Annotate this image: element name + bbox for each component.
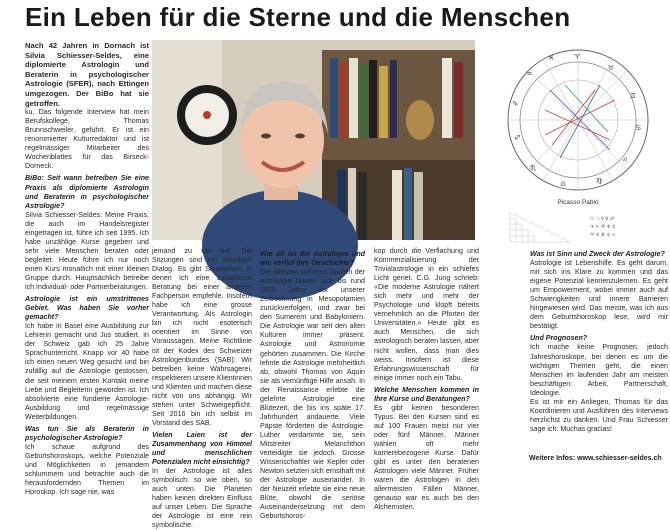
column-3	[260, 247, 365, 521]
svg-text:♈: ♈	[574, 53, 581, 61]
svg-text:♌: ♌	[622, 156, 629, 164]
interview-question: Und Prognosen?	[530, 334, 588, 343]
interview-question: Was tun Sie als Beraterin in psychologischer Astrologie?	[25, 424, 149, 442]
body-paragraph: kop durch die Verflachung und Kommerzialisierung der Trivialastrologie in ein schiefes Licht geriet. C.G. Jung schrieb: «Die moderne Astrologie nähert sich mehr und mehr der Psychologie und klopft bereits vernehmlich an die Pforten der Universitäten.» Heute gibt es auch Menschen, die sich astrologisch beraten lassen, aber nicht wollen, dass man dies weiss. Insofern ist diese Erfahrungswissenschaft für einige immer noch ein Tabu.	[374, 247, 479, 382]
headline: Ein Leben für die Sterne und die Menschen	[25, 2, 571, 32]
interview-question: Vielen Laien ist der Zusammenhang von Himmel und menschlichen Potenzialen nicht einsichtig?	[152, 430, 252, 467]
svg-text:♋: ♋	[635, 124, 642, 132]
interview-question: Wie alt ist die Astrologie und wie verlief ihre Geschichte?	[260, 250, 365, 268]
body-paragraph: Die ältesten sicheren Spuren der Astrologie lassen sich bis rund 2500 Jahre vor unserer Zeitrechnung in Mesopotamien zurückverfolgen, und zwar bei den Sumerern und Babyloniern. Die Astrologie war seit den alten Kulturen immer präsent. Astrologie und Astronomie gehörten zusammen. Die Kirche lehnte die Astrologie mehrheitlich ab, obwohl Thomas von Aquin sie als vernünftige Hilfe ansah. In der Renaissance erlebte die gelehrte Astrologie eine Blütezeit, die bis ins späte 17. Jahrhundert andauerte. Viele Päpste förderten die Astrologie. Luther verdammte sie, sein Mitstreiter Melanchthon verteidigte sie jedoch. Grosse Wissenschaftler wie Kepler oder Newton setzten sich ernsthaft mit der Astrologie auseinander. In der Neuzeit erlebte sie eine neue Blüte, obwohl die seriöse Auseinandersetzung mit dem Geburtshoros-	[260, 268, 365, 521]
portrait-photo	[152, 40, 475, 240]
svg-text:♏: ♏	[530, 164, 537, 172]
footer-link: Weitere Infos: www.schiesser-seldes.ch	[529, 455, 662, 462]
svg-text:♍: ♍	[596, 177, 603, 185]
interview-question: Welche Menschen kommen in Ihre Kurse und Beratungen?	[374, 385, 479, 403]
svg-text:♑: ♑	[512, 100, 519, 108]
svg-text:♉: ♉	[608, 64, 615, 72]
svg-text:♃ ♄ ♅ ♆ ♇: ♃ ♄ ♅ ♆ ♇	[590, 225, 616, 230]
horoscope-chart	[490, 40, 668, 245]
body-paragraph: Astrologie ist Lebenshilfe. Es geht darum, mit sich ins Klare zu kommen und das eigene Potenzial kennenzulernen. Es geht um Empowerment, wobei immer auch auf Schwierigkeiten und innere Barrieren hingewiesen wird. Das meiste, was ich aus dem Geburtshoroskop lese, wird mir bestätigt.	[530, 259, 668, 331]
column-2	[152, 247, 252, 530]
portrait-illustration	[152, 40, 475, 240]
svg-text:♎: ♎	[560, 180, 567, 188]
lead-paragraph: Nach 42 Jahren in Dornach ist Silvia Schiesser-Seldes, eine diplomierte Astrologin und Beraterin in psychologischer Astrologie (SFER), nach Ettingen umgezogen. Der BiBo hat sie getroffen.	[25, 41, 149, 108]
body-paragraph: Ich mache keine Prognosen, jedoch Jahreshoroskope, bei denen es um die wichtigen Themen geht, die einen Menschen im laufenden Jahr am meisten beschäftigen: Arbeit, Partnerschaft, Ideologie.	[530, 343, 668, 397]
svg-text:♊: ♊	[630, 92, 637, 100]
chart-caption: Picasso Pablo	[557, 199, 599, 206]
body-paragraph: In der Astrologie ist alles symbolisch: so wie oben, so auch unten. Die Planeten haben keinen direkten Einfluss auf unser Leben. Die Sprache der Astrologie ist eine rein symbolische.	[152, 467, 252, 530]
body-paragraph: Ich schaue aufgrund des Geburtshoroskops, welche Potenziale und Möglichkeiten in jemandem schlummern und betrachte auch die herausfordernden Themen im Horoskop. Ich sage nie, was	[25, 442, 149, 497]
interview-question: Was ist Sinn und Zweck der Astrologie?	[530, 250, 665, 258]
column-1-body	[25, 108, 149, 497]
column-1	[25, 41, 149, 497]
svg-text:☉ ☽ ☿ ♀ ♂: ☉ ☽ ☿ ♀ ♂	[590, 217, 614, 222]
interview-question: BiBo: Seit wann betreiben Sie eine Praxis als diplomierte Astrologin und Beraterin in psychologischer Astrologie?	[25, 174, 149, 210]
body-paragraph: Ich habe in Basel eine Ausbildung zur Lehrerin gemacht und Jus studiert. In der Schweiz gab ich 25 Jahre Sprachunterricht. Knapp vor 40 habe ich einen neuen Weg gesucht und bin zufällig auf die Astrologie gestossen, die seit meinem ersten Kontakt meine Liebe und Begleiterin geworden ist. Ich absolvierte eine fundierte Astrologie-Ausbildung und regelmässige Weiterbildungen.	[25, 322, 149, 421]
column-4	[374, 247, 479, 512]
body-paragraph: Silvia Schiesser-Seldes: Meine Praxis, die auch im Handelsregister eingetragen ist, führe ich seit 1995. Ich habe unzählige Kurse gegeben und sehr viele Menschen beraten oder begleitet. Heute führe ich nur noch einen Kurs monatlich mit einer kleinen Gruppe durch. Hauptsächlich betreibe ich Individual- oder Partnerberatungen.	[25, 210, 149, 292]
body-paragraph: jemand zu tun hat. Die Sitzungen sind ein ständiger Dialog. Es gibt Situationen, in denen ich eine zusätzliche Beratung bei einer anderen Fachperson empfehle. Insofern habe ich eine grosse Verantwortung. Als Astrologin bin ich nicht esoterisch orientiert im Sinne von Voraussagen. Meine Richtlinie ist der Kodex des Schweizer Astrologenbundes (SAB): Wir betreiben keine Wahrsagerei, respektieren unsere Klientinnen und Klienten und machen diese nicht von uns abhängig. Wir stehen unter Schweigepflicht. Seit 2016 bin ich selbst im Vorstand des SAB.	[152, 247, 252, 427]
svg-text:♐: ♐	[514, 134, 521, 142]
body-paragraph: Es ist mir ein Anliegen, Thomas für das Koordinieren und Ausführen des Interviews herzlichst zu danken. Und Frau Schiesser sage ich: Muchas gracias!	[530, 397, 668, 433]
interview-question: Astrologie ist ein umstrittenes Gebiet. Was haben Sie vorher gemacht?	[25, 295, 149, 322]
svg-text:♒: ♒	[526, 70, 533, 78]
body-paragraph: ku. Das folgende Interview hat mein Berufskollege, Thomas Brunnschweiler, geführt. Er ist ein renommierter Kulturredaktor und ist regelmässiger Mitarbeiter des Wochenblattes für das Birseck-Dorneck.	[25, 108, 149, 171]
column-5	[530, 247, 668, 453]
horoscope-wheel-icon	[490, 40, 668, 245]
svg-text:♓: ♓	[548, 54, 555, 62]
svg-text:♈ ♉ ♊ ♋ ♌: ♈ ♉ ♊ ♋ ♌	[590, 233, 616, 238]
body-paragraph: Es gibt keinen besonderen Typus. Bei den Kursen sind es auf 100 Frauen meist nur vier oder fünf Männer. Männer wählen oft mehr karrierebezogene Kurse. Dafür gibt es unter den beratenen Astrologen viele Männer. Früher waren die Astrologen in den allermeisten Fällen Männer, genauso war es auch bei den Alchemisten.	[374, 403, 479, 512]
